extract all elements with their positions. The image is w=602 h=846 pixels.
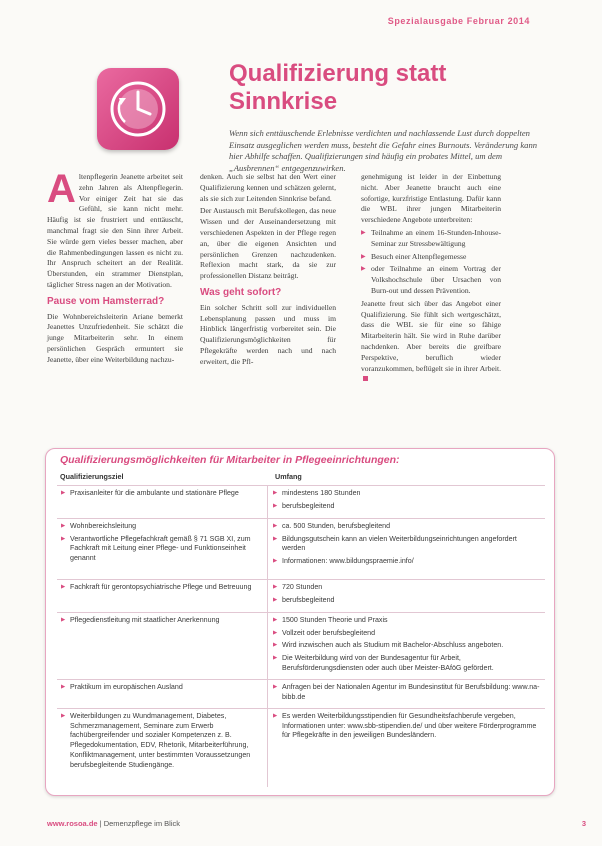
scope-item: ▶ Es werden Weiterbildungsstipendien für Gesundheitsfachberufe vergeben, Informationen unter: www.sbb-stipendien.de/ und über weitere Förderprogramme für Pflegekräfte in den jeweiligen Bundesländern. [273,712,541,741]
table-row [57,679,545,708]
table-header [60,470,545,483]
scope-item: ▶ berufsbegleitend [273,596,541,606]
scope-item: ▶ Wird inzwischen auch als Studium mit Bachelor-Abschluss angeboten. [273,641,541,651]
paragraph: denken. Auch sie selbst hat den Wert einer Qualifizierung kennen und schätzen gelernt, als sie sich zur Leitenden Sinnkrise befand. [200,172,336,203]
table-row [57,579,545,612]
column-header-goal: Qualifizierungsziel [60,472,124,481]
paragraph: Der Austausch mit Berufskollegen, das neue Wissen und der Auseinandersetzung mit verschiedenen Aspekten in der Pflege regen an, über die eigenen Ansichten und persönlichen Grenzen nachzudenken. Reflexion macht stark, da sie zur professionellen Distanz beiträgt. [200,206,336,281]
end-mark-icon [363,376,368,381]
paragraph: Jeanette freut sich über das Angebot einer Qualifizierung. Sie fühlt sich wertgeschätzt, dass die WBL sie für eine so fähige Mitarbeiterin hält. Sie wird in Ruhe darüber nachdenken. Aber bereits die greifbare Perspektive, beruflich wieder voranzukommen, beflügelt sie in ihrer Arbeit. [361,298,501,373]
scope-item: ▶ berufsbegleitend [273,502,541,512]
goal-item: ▶ Wohnbereichsleitung [61,522,265,532]
page-footer [47,819,180,828]
list-item: ▶ Teilnahme an einem 16-Stunden-Inhouse-Seminar zur Stressbewältigung [361,228,501,250]
goal-item: ▶ Verantwortliche Pflegefachkraft gemäß § 71 SGB XI, zum Fachkraft mit Leitung einer Pflege- und Funktionseinheit genannt [61,535,265,564]
scope-item: ▶ 720 Stunden [273,583,541,593]
footer-site-link[interactable]: www.rosoa.de [47,819,98,828]
article-title: Qualifizierung statt Sinnkrise [229,60,447,115]
table-row [57,518,545,579]
column-header-scope: Umfang [275,472,302,481]
list-item: ▶ oder Teilnahme an einem Vortrag der Volkshochschule über Ursachen von Burn-out und dessen Prävention. [361,264,501,296]
article-lead: Wenn sich enttäuschende Erlebnisse verdichten und nachlassende Lust durch doppelten Einsatz ausgeglichen werden muss, besteht die Gefahr eines Burnouts. Veränderung kann hier Abhilfe schaffen. Qualifizierungen sind häufig ein probates Mittel, um dem „Ausbrennen“ entgegenzuwirken. [229,128,538,173]
article-icon-tile [97,68,179,150]
list-item: ▶ Besuch einer Altenpflegemesse [361,252,501,263]
paragraph: Ein solcher Schritt soll zur individuellen Lebensplanung passen und muss im Hinblick längerfristig vorbereitet sein. Die Qualifizierungsmöglichkeiten für Pflegekräfte werden nach und nach erweitert, die Pfl- [200,302,336,366]
edition-label: Spezialausgabe Februar 2014 [387,16,530,26]
footer-text: | Demenzpflege im Blick [99,819,180,828]
goal-item: ▶ Praxisanleiter für die ambulante und stationäre Pflege [61,489,265,499]
offer-list [361,228,501,297]
subheading: Pause vom Hamsterrad? [47,295,165,307]
paragraph: genehmigung ist leider in der Einbettung nicht. Aber Jeanette braucht auch eine sofortige, kurzfristige Entlastung. Dafür kann die WBL ihrer jungen Mitarbeiterin verschiedene Angebote unterbreiten: [361,172,501,225]
table-title: Qualifizierungsmöglichkeiten für Mitarbeiter in Pflegeeinrichtungen: [60,454,400,466]
paragraph: Die Wohnbereichsleiterin Ariane bemerkt Jeanettes Unzufriedenheit. Sie schätzt die junge Mitarbeiterin sehr. In einem persönlichen Gespräch ermuntert sie Jeanette, über eine Weiterbildung nachzu- [47,311,183,364]
goal-item: ▶ Pflegedienstleitung mit staatlicher Anerkennung [61,616,265,626]
page-number: 3 [581,819,586,828]
table-row [57,708,545,787]
scope-item: ▶ ca. 500 Stunden, berufsbegleitend [273,522,541,532]
scope-item: ▶ Bildungsgutschein kann an vielen Weiterbildungseinrichtungen angefordert werden [273,535,541,554]
paragraph: ltenpflegerin Jeanette arbeitet seit zehn Jahren als Altenpflegerin. Vor einiger Zeit hat sie das Gefühl, sie kann nicht mehr. Häufig ist sie frustriert und enttäuscht, manchmal fragt sie den Sinn ihrer Arbeit. Sie würde gern vieles besser machen, aber die Rahmenbedingungen lassen es nicht zu. Ihr Anspruch scheitert an der Realität. Überstunden, ein strammer Dienstplan, täglicher Stress nagen an der Motivation. [47,172,183,289]
scope-item: ▶ Vollzeit oder berufsbegleitend [273,629,541,639]
scope-item: ▶ Anfragen bei der Nationalen Agentur im Bundesinstitut für Berufsbildung: www.na-bibb.de [273,683,541,702]
text-column-3 [361,172,501,387]
scope-item: ▶ Informationen: www.bildungspraemie.info/ [273,557,541,567]
goal-item: ▶ Praktikum im europäischen Ausland [61,683,265,693]
table-row [57,612,545,679]
goal-item: ▶ Fachkraft für gerontopsychiatrische Pflege und Betreuung [61,583,265,593]
goal-item: ▶ Weiterbildungen zu Wundmanagement, Diabetes, Schmerzmanagement, Seminare zum Erwerb fachübergreifender und sozialer Kompetenzen z. B. Pflegedokumentation, EDV, Rhetorik, Mitarbeiterführung, Konfliktmanagement, unter bestimmten Voraussetzungen berufsbegleitende Studiengänge. [61,712,265,770]
text-column-2 [200,172,336,370]
table-row [57,485,545,518]
text-column-1 [47,167,183,368]
scope-item: ▶ 1500 Stunden Theorie und Praxis [273,616,541,626]
scope-item: ▶ Die Weiterbildung wird von der Bundesagentur für Arbeit, Berufsförderungsdiensten oder auch über Meister-BAföG gefördert. [273,654,541,673]
drop-cap: A [47,167,76,211]
scope-item: ▶ mindestens 180 Stunden [273,489,541,499]
subheading: Was geht sofort? [200,286,282,298]
clock-arrow-icon [107,78,169,140]
